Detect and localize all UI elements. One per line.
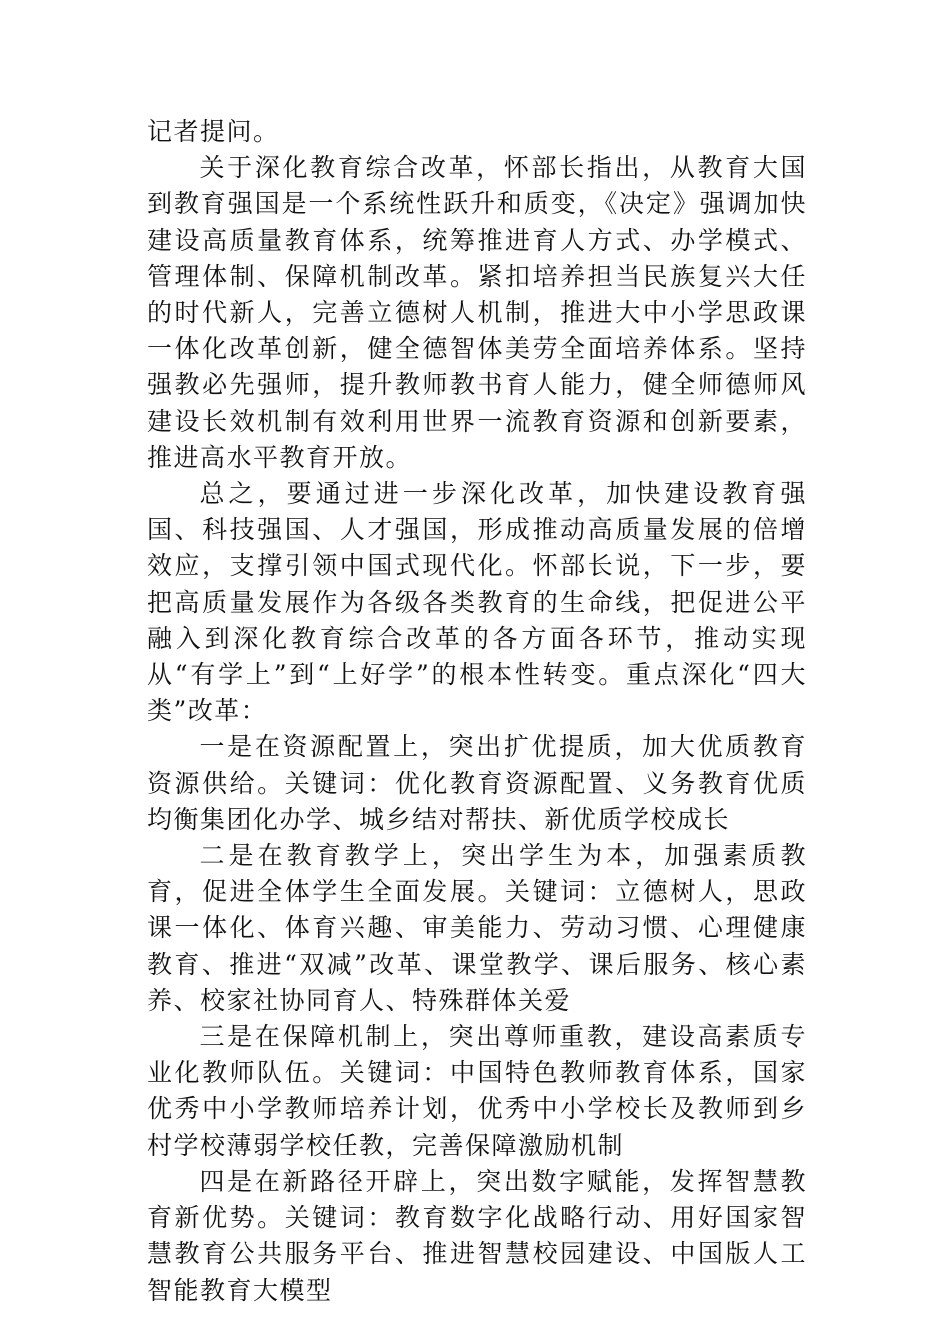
paragraph-reform-four: 四是在新路径开辟上，突出数字赋能，发挥智慧教育新优势。关键词：教育数字化战略行动、用好国家智慧教育公共服务平台、推进智慧校园建设、中国版人工智能教育大模型 — [147, 1166, 807, 1305]
paragraph-reporter-question: 记者提问。 — [147, 117, 280, 146]
paragraph-reform-two: 二是在教育教学上，突出学生为本，加强素质教育，促进全体学生全面发展。关键词：立德树人，思政课一体化、体育兴趣、审美能力、劳动习惯、心理健康教育、推进“双减”改革、课堂教学、课后服务、核心素养、校家社协同育人、特殊群体关爱 — [147, 841, 807, 1015]
paragraph-summary: 总之，要通过进一步深化改革，加快建设教育强国、科技强国、人才强国，形成推动高质量发展的倍增效应，支撑引领中国式现代化。怀部长说，下一步，要把高质量发展作为各级各类教育的生命线，把促进公平融入到深化教育综合改革的各方面各环节，推动实现从“有学上”到“上好学”的根本性转变。重点深化“四大类”改革： — [147, 479, 807, 726]
paragraph-education-reform: 关于深化教育综合改革，怀部长指出，从教育大国到教育强国是一个系统性跃升和质变，《决定》强调加快建设高质量教育体系，统筹推进育人方式、办学模式、管理体制、保障机制改革。紧扣培养担当民族复兴大任的时代新人，完善立德树人机制，推进大中小学思政课一体化改革创新，健全德智体美劳全面培养体系。坚持强教必先强师，提升教师教书育人能力，健全师德师风建设长效机制有效利用世界一流教育资源和创新要素，推进高水平教育开放。 — [147, 153, 807, 472]
paragraph-reform-three: 三是在保障机制上，突出尊师重教，建设高素质专业化教师队伍。关键词：中国特色教师教育体系，国家优秀中小学教师培养计划，优秀中小学校长及教师到乡村学校薄弱学校任教，完善保障激励机制 — [147, 1022, 807, 1160]
document-body — [147, 114, 807, 1309]
paragraph-reform-one: 一是在资源配置上，突出扩优提质，加大优质教育资源供给。关键词：优化教育资源配置、义务教育优质均衡集团化办学、城乡结对帮扶、新优质学校成长 — [147, 732, 807, 834]
